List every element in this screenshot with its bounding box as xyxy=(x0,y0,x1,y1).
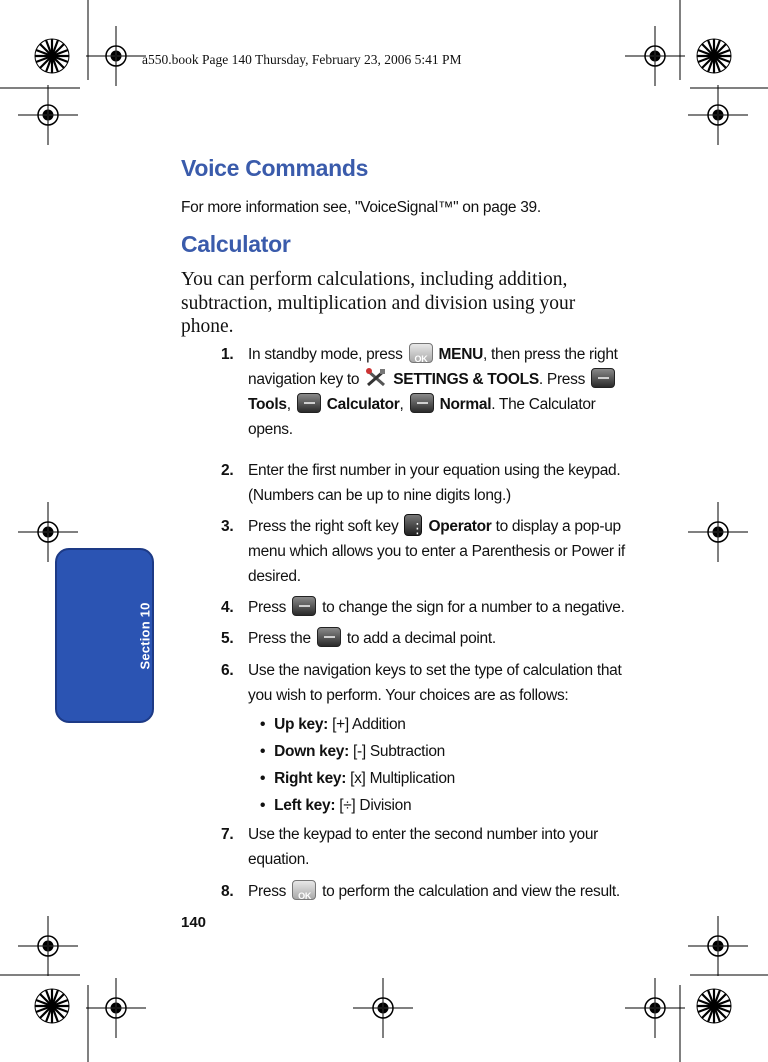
step-number: 3. xyxy=(221,518,234,535)
page-number: 140 xyxy=(181,914,207,931)
one-key-icon xyxy=(410,393,434,413)
step-text: Press the to add a decimal point. xyxy=(248,626,641,651)
step-text: Press OK to perform the calculation and view the result. xyxy=(248,879,641,904)
settings-tools-icon xyxy=(365,368,387,388)
calculator-heading: Calculator xyxy=(181,231,291,257)
step-number: 2. xyxy=(221,462,234,479)
step-6 xyxy=(221,658,641,708)
step-number: 5. xyxy=(221,630,234,647)
ok-key-icon xyxy=(292,880,316,900)
step-text: In standby mode, press OK MENU, then press the right navigation key to SETTINGS & TOOLS. Press Tools, Calculator, Normal. The Calculator opens. xyxy=(248,342,641,442)
voice-commands-note: For more information see, "VoiceSignal™" on page 39. xyxy=(181,199,541,216)
step-5 xyxy=(221,626,641,651)
step-text: Press to change the sign for a number to a negative. xyxy=(248,595,641,620)
two-key-icon xyxy=(591,368,615,388)
calculator-intro: You can perform calculations, including addition, subtraction, multiplication and division using your phone. xyxy=(181,269,576,337)
pound-key-icon xyxy=(292,596,316,616)
ok-key-icon xyxy=(409,343,433,363)
step-2 xyxy=(221,458,641,508)
step-number: 6. xyxy=(221,662,234,679)
star-key-icon xyxy=(317,627,341,647)
list-item: • Right key: [x] Multiplication xyxy=(260,770,455,787)
step-number: 4. xyxy=(221,599,234,616)
step-4 xyxy=(221,595,641,620)
step-number: 1. xyxy=(221,346,234,363)
two-key-icon xyxy=(297,393,321,413)
step-7 xyxy=(221,822,641,872)
print-header: a550.book Page 140 Thursday, February 23, 2006 5:41 PM xyxy=(142,52,462,67)
step-3 xyxy=(221,514,641,589)
list-item: • Left key: [÷] Division xyxy=(260,797,412,814)
step-8 xyxy=(221,879,641,904)
list-item: • Down key: [-] Subtraction xyxy=(260,743,445,760)
step-text: Press the right soft key ⋮ Operator to display a pop-up menu which allows you to enter a Parenthesis or Power if desired. xyxy=(248,514,641,589)
right-soft-key-icon xyxy=(404,514,422,536)
step-number: 8. xyxy=(221,883,234,900)
step-1 xyxy=(221,342,641,442)
step-text: Use the keypad to enter the second number into your equation. xyxy=(248,826,599,868)
step-number: 7. xyxy=(221,826,234,843)
list-item: • Up key: [+] Addition xyxy=(260,716,406,733)
voice-commands-heading: Voice Commands xyxy=(181,155,369,181)
step-text: Enter the first number in your equation using the keypad. (Numbers can be up to nine digits long.) xyxy=(248,462,621,504)
step-text: Use the navigation keys to set the type of calculation that you wish to perform. Your choices are as follows: xyxy=(248,662,622,704)
section-tab-label: Section 10 xyxy=(137,602,153,670)
